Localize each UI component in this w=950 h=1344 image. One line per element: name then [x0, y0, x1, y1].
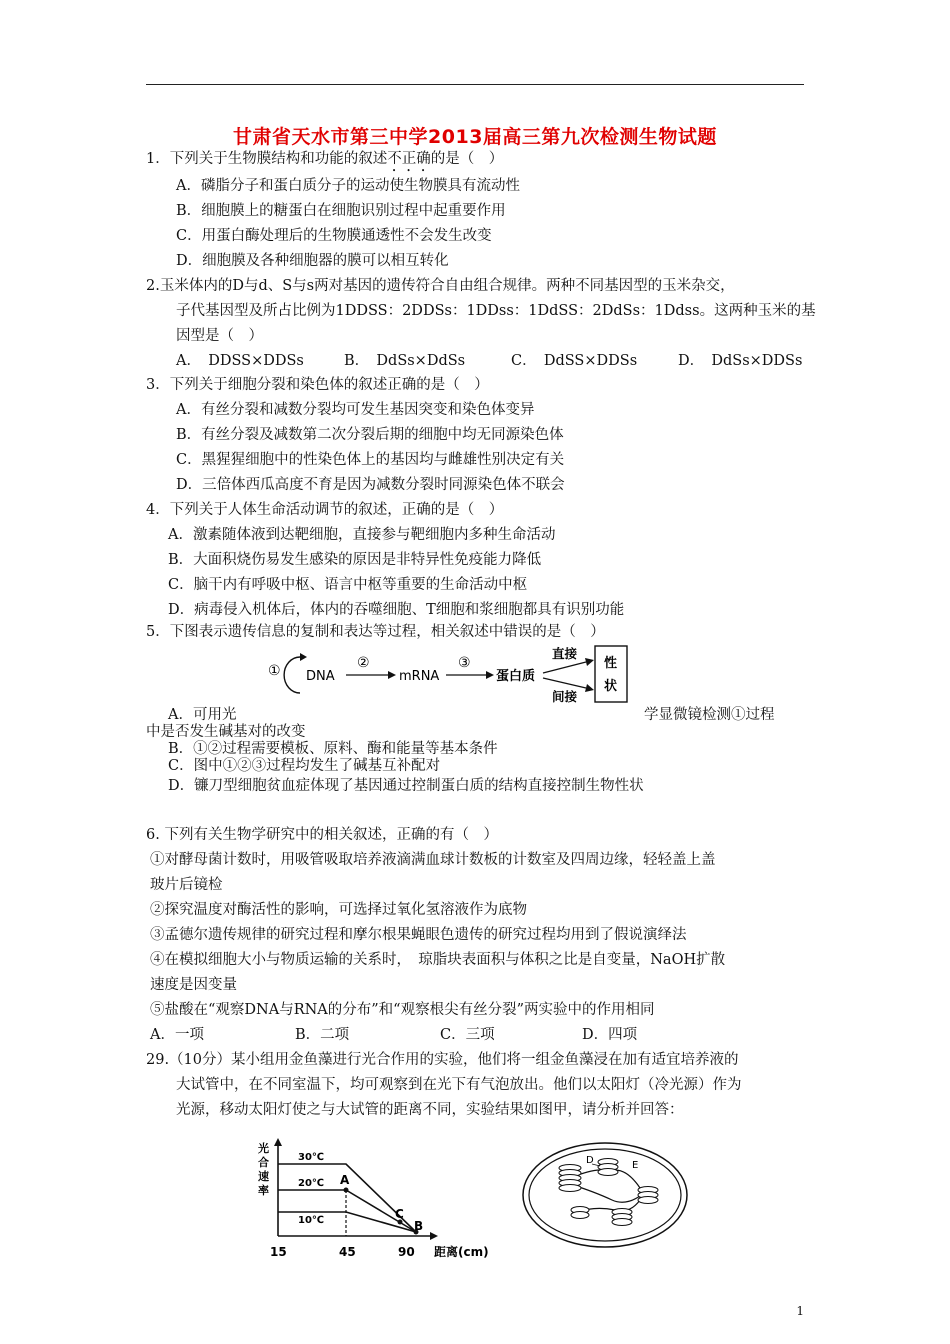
mrna-label: mRNA — [399, 669, 440, 684]
translation-arrowhead — [486, 671, 494, 679]
q5-option-d: D．镰刀型细胞贫血症体现了基因通过控制蛋白质的结构直接控制生物性状 — [168, 778, 644, 794]
q3-stem: 3．下列关于细胞分裂和染色体的叙述正确的是（ ） — [146, 377, 489, 393]
q6-option-a: A．一项 — [150, 1027, 204, 1043]
x-axis-arrowhead — [430, 1232, 438, 1240]
series-30c-label: 30℃ — [298, 1152, 325, 1163]
q1-option-b: B．细胞膜上的糖蛋白在细胞识别过程中起重要作用 — [176, 203, 506, 219]
series-20c-label: 20℃ — [298, 1178, 325, 1189]
q6-line-3: ②探究温度对酶活性的影响，可选择过氧化氢溶液作为底物 — [150, 902, 527, 918]
q1-stem-emphasis: 不正确 — [387, 151, 431, 167]
q6-option-d: D．四项 — [582, 1027, 638, 1043]
q6-option-b: B．二项 — [295, 1027, 350, 1043]
indirect-arrowhead — [585, 684, 594, 692]
header-rule — [146, 84, 804, 85]
q1-stem — [146, 149, 503, 175]
process-1-label: ① — [268, 663, 281, 679]
point-b-label: B — [414, 1219, 424, 1233]
process-2-label: ② — [357, 655, 370, 671]
point-a-label: A — [340, 1173, 350, 1187]
process-3-label: ③ — [458, 655, 471, 671]
q4-stem: 4．下列关于人体生命活动调节的叙述，正确的是（ ） — [146, 502, 504, 518]
q6-line-4: ③孟德尔遗传规律的研究过程和摩尔根果蝇眼色遗传的研究过程均用到了假说演绎法 — [150, 927, 687, 943]
gene-expression-diagram — [260, 643, 640, 707]
q29-stem-line-1: 29.（10分）某小组用金鱼藻进行光合作用的实验，他们将一组金鱼藻浸在加有适宜培养液的 — [146, 1052, 739, 1068]
q2-stem-line-2: 子代基因型及所占比例为1DDSS：2DDSs：1DDss：1DdSS：2DdSs：1Ddss。这两种玉米的基 — [176, 303, 816, 319]
q4-option-d: D．病毒侵入机体后，体内的吞噬细胞、T细胞和浆细胞都具有识别功能 — [168, 602, 625, 618]
direct-arrow — [543, 662, 586, 673]
q5-option-b: B．①②过程需要模板、原料、酶和能量等基本条件 — [168, 741, 498, 757]
q5-option-a-right: 学显微镜检测①过程 — [644, 707, 775, 723]
dna-label: DNA — [306, 669, 335, 684]
granum-3 — [638, 1187, 658, 1204]
series-10c-label: 10℃ — [298, 1215, 325, 1226]
label-d: D — [586, 1155, 594, 1166]
paper-title: 甘肃省天水市第三中学2013届高三第九次检测生物试题 — [233, 126, 717, 148]
granum-5 — [571, 1207, 589, 1219]
q6-line-5: ④在模拟细胞大小与物质运输的关系时， 琼脂块表面积与体积之比是自变量，NaOH扩散 — [150, 952, 726, 968]
y-axis-char-2: 合 — [258, 1156, 269, 1169]
q4-option-b: B．大面积烧伤易发生感染的原因是非特异性免疫能力降低 — [168, 552, 542, 568]
x-tick-45: 45 — [339, 1245, 356, 1259]
replication-loop-arrow — [284, 657, 300, 693]
q3-option-c: C．黑猩猩细胞中的性染色体上的基因均与雌雄性别决定有关 — [176, 452, 565, 468]
x-tick-90: 90 — [398, 1245, 415, 1259]
q2-option-b: B． DdSs×DdSs — [344, 353, 466, 369]
granum-1 — [559, 1165, 581, 1192]
q2-stem-line-3: 因型是（ ） — [176, 328, 263, 344]
q1-stem-a: 1．下列关于生物膜结构和功能的叙述 — [146, 151, 388, 167]
y-axis-char-1: 光 — [258, 1142, 269, 1155]
trait-char-1: 性 — [604, 656, 618, 671]
granum-2 — [598, 1159, 618, 1176]
q29-stem-line-2: 大试管中，在不同室温下，均可观察到在光下有气泡放出。他们以太阳灯（冷光源）作为 — [176, 1077, 742, 1093]
y-axis-char-4: 率 — [258, 1184, 269, 1197]
direct-label: 直接 — [552, 646, 578, 661]
q29-stem-line-3: 光源，移动太阳灯使之与大试管的距离不同，实验结果如图甲，请分析并回答： — [176, 1102, 684, 1118]
q5-option-a-continued: 中是否发生碱基对的改变 — [146, 724, 306, 740]
trait-char-2: 状 — [604, 679, 618, 694]
q1-option-c: C．用蛋白酶处理后的生物膜通透性不会发生改变 — [176, 228, 492, 244]
q6-stem: 6. 下列有关生物学研究中的相关叙述，正确的有（ ） — [146, 827, 498, 843]
replication-arrowhead — [300, 653, 307, 661]
q1-option-d: D．细胞膜及各种细胞器的膜可以相互转化 — [176, 253, 449, 269]
x-axis-label: 距离(cm) — [434, 1245, 489, 1259]
q6-line-2: 玻片后镜检 — [150, 877, 223, 893]
indirect-label: 间接 — [552, 689, 578, 704]
q2-option-c: C． DdSS×DDSs — [511, 353, 638, 369]
photosynthesis-rate-graph — [250, 1138, 510, 1268]
x-tick-15: 15 — [270, 1245, 287, 1259]
y-axis-arrowhead — [274, 1138, 282, 1146]
q6-option-c: C．三项 — [440, 1027, 495, 1043]
q1-option-a: A．磷脂分子和蛋白质分子的运动使生物膜具有流动性 — [176, 178, 520, 194]
q2-option-d: D． DdSs×DDSs — [678, 353, 803, 369]
point-c-label: C — [395, 1207, 404, 1221]
indirect-arrow — [543, 678, 586, 688]
label-e: E — [632, 1160, 639, 1171]
q2-option-a: A． DDSS×DDSs — [176, 353, 304, 369]
page-number: 1 — [796, 1304, 804, 1318]
q6-line-7: ⑤盐酸在“观察DNA与RNA的分布”和“观察根尖有丝分裂”两实验中的作用相同 — [150, 1002, 655, 1018]
q3-option-d: D．三倍体西瓜高度不育是因为减数分裂时同源染色体不联会 — [176, 477, 565, 493]
direct-arrowhead — [585, 658, 594, 666]
q2-stem-line-1: 2.玉米体内的D与d、S与s两对基因的遗传符合自由组合规律。两种不同基因型的玉米杂交， — [146, 278, 735, 294]
q5-option-a-left: A．可用光 — [168, 707, 237, 723]
transcription-arrowhead — [388, 671, 396, 679]
q1-stem-b: 的是（ ） — [430, 151, 504, 167]
point-a — [344, 1188, 349, 1193]
protein-label: 蛋白质 — [496, 669, 536, 684]
granum-4 — [612, 1209, 632, 1226]
q6-line-1: ①对酵母菌计数时，用吸管吸取培养液滴满血球计数板的计数室及四周边缘，轻轻盖上盖 — [150, 852, 716, 868]
y-axis-char-3: 速 — [258, 1170, 269, 1183]
q4-option-c: C．脑干内有呼吸中枢、语言中枢等重要的生命活动中枢 — [168, 577, 528, 593]
q3-option-a: A．有丝分裂和减数分裂均可发生基因突变和染色体变异 — [176, 402, 535, 418]
chloroplast-diagram — [520, 1140, 690, 1250]
q5-option-c: C．图中①②③过程均发生了碱基互补配对 — [168, 758, 441, 774]
q5-stem: 5．下图表示遗传信息的复制和表达等过程，相关叙述中错误的是（ ） — [146, 624, 605, 640]
q6-line-6: 速度是因变量 — [150, 977, 237, 993]
q4-option-a: A．激素随体液到达靶细胞，直接参与靶细胞内多种生命活动 — [168, 527, 556, 543]
q3-option-b: B．有丝分裂及减数第二次分裂后期的细胞中均无同源染色体 — [176, 427, 564, 443]
